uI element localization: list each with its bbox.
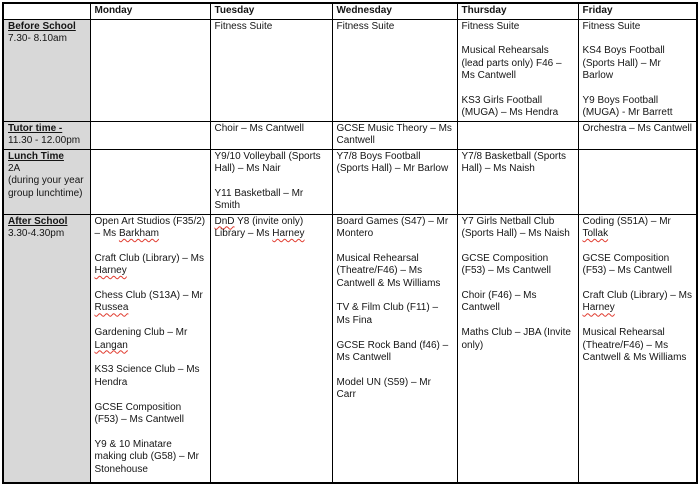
activity-entry: Y11 Basketball – Mr Smith [214, 187, 304, 212]
cell-after-school-friday [578, 214, 697, 483]
blank-line [462, 240, 574, 252]
cell-tutor-time-monday [90, 121, 210, 149]
cell-before-school-tuesday [210, 19, 332, 121]
row-label-before-school [3, 19, 90, 121]
activity-entry: KS3 Science Club – Ms Hendra [94, 364, 200, 388]
row-label-title: Before School [8, 20, 76, 32]
activity-entry: TV & Film Club (F11) – Ms Fina [336, 302, 438, 326]
header-row [3, 3, 697, 19]
row-label-title: After School [8, 215, 68, 227]
activity-entry: Musical Rehearsal (Theatre/F46) – Ms Cantwell & Ms Williams [582, 327, 687, 363]
misspelled-word: Barkham [118, 227, 159, 239]
activity-entry: Y7 Girls Netball Club (Sports Hall) – Ms Naish [461, 215, 570, 239]
activity-entry: Board Games (S47) – Mr Montero [336, 215, 449, 239]
activity-entry: Y7/8 Boys Football (Sports Hall) – Mr Barlow [336, 150, 449, 174]
row-label-subtitle: (during your year group lunchtime) [8, 175, 84, 199]
timetable-row-before-school [3, 19, 697, 121]
blank-line [95, 315, 206, 327]
activity-entry: GCSE Rock Band (f46) – Ms Cantwell [336, 339, 449, 363]
activity-entry [95, 253, 206, 278]
blank-line [583, 83, 693, 95]
cell-tutor-time-friday [578, 121, 697, 149]
row-label-after-school [3, 214, 90, 483]
blank-line [583, 315, 693, 327]
timetable-row-after-school [3, 214, 697, 483]
column-header-tuesday: Tuesday [210, 3, 332, 19]
misspelled-word: DnD [214, 215, 235, 227]
activity-entry: Fitness Suite [336, 20, 395, 32]
activity-entry [583, 290, 693, 315]
activity-entry: GCSE Composition (F53) – Ms Cantwell [582, 252, 672, 277]
cell-after-school-thursday [457, 214, 578, 483]
cell-before-school-wednesday [332, 19, 457, 121]
row-label-subtitle: 2A [8, 162, 21, 174]
activity-entry: Maths Club – JBA (Invite only) [461, 327, 571, 351]
timetable-row-tutor-time [3, 121, 697, 149]
text-segment: Craft Club (Library) – Ms [94, 252, 204, 264]
activity-entry: Fitness Suite [461, 20, 520, 32]
column-header-friday: Friday [578, 3, 697, 19]
blank-line [95, 352, 206, 364]
corner-cell [3, 3, 90, 19]
activity-entry: Fitness Suite [582, 20, 641, 32]
timetable-table [2, 2, 698, 484]
misspelled-word: Harney [272, 227, 305, 239]
row-label-subtitle: 3.30-4.30pm [8, 227, 65, 239]
activity-entry: Choir (F46) – Ms Cantwell [461, 289, 537, 314]
blank-line [95, 278, 206, 290]
row-label-subtitle: 7.30- 8.10am [8, 32, 67, 44]
cell-before-school-thursday [457, 19, 578, 121]
blank-line [337, 327, 453, 339]
activity-entry: Orchestra – Ms Cantwell [582, 122, 692, 134]
cell-lunch-time-tuesday [210, 149, 332, 214]
text-segment: Coding (S51A) – Mr [582, 215, 671, 227]
misspelled-word: Harney [582, 302, 615, 314]
activity-entry: Y9 Boys Football (MUGA) - Mr Barrett [582, 94, 673, 119]
cell-before-school-friday [578, 19, 697, 121]
blank-line [462, 315, 574, 327]
activity-entry: Choir – Ms Cantwell [214, 122, 304, 134]
timetable-document [2, 2, 698, 484]
blank-line [462, 83, 574, 95]
activity-entry: KS4 Boys Football (Sports Hall) – Mr Barlow [582, 45, 665, 82]
text-segment: Gardening Club – Mr [94, 327, 188, 339]
blank-line [337, 240, 453, 252]
activity-entry: Y7/8 Basketball (Sports Hall) – Ms Naish [461, 150, 566, 174]
row-label-tutor-time [3, 121, 90, 149]
activity-entry: GCSE Music Theory – Ms Cantwell [336, 122, 452, 147]
activity-entry: GCSE Composition (F53) – Ms Cantwell [94, 401, 184, 425]
blank-line [337, 290, 453, 302]
text-segment: Craft Club (Library) – Ms [582, 289, 692, 301]
row-label-title: Tutor time - [8, 122, 63, 134]
text-segment: Chess Club (S13A) – Mr [94, 289, 203, 301]
misspelled-word: Russea [94, 302, 129, 314]
misspelled-word: Tollak [582, 227, 609, 239]
cell-lunch-time-monday [90, 149, 210, 214]
activity-entry [95, 216, 206, 241]
blank-line [95, 389, 206, 401]
cell-after-school-wednesday [332, 214, 457, 483]
blank-line [215, 175, 328, 187]
cell-tutor-time-wednesday [332, 121, 457, 149]
cell-lunch-time-thursday [457, 149, 578, 214]
cell-tutor-time-thursday [457, 121, 578, 149]
row-label-subtitle: 11.30 - 12.00pm [8, 135, 81, 147]
column-header-thursday: Thursday [457, 3, 578, 19]
activity-entry [95, 327, 206, 352]
activity-entry: Y9 & 10 Minatare making club (G58) – Mr Stonehouse [94, 438, 199, 475]
blank-line [462, 33, 574, 45]
timetable-body [3, 19, 697, 483]
blank-line [95, 426, 206, 438]
misspelled-word: Harney [94, 265, 127, 277]
timetable-row-lunch-time [3, 149, 697, 214]
text-segment: Y8 (invite only) Library – Ms [214, 215, 304, 239]
cell-tutor-time-tuesday [210, 121, 332, 149]
cell-after-school-tuesday [210, 214, 332, 483]
activity-entry [95, 290, 206, 315]
row-label-lunch-time [3, 149, 90, 214]
blank-line [462, 278, 574, 290]
blank-line [583, 33, 693, 45]
cell-before-school-monday [90, 19, 210, 121]
activity-entry: Y9/10 Volleyball (Sports Hall) – Ms Nair [214, 150, 321, 174]
blank-line [583, 240, 693, 252]
activity-entry: KS3 Girls Football (MUGA) – Ms Hendra [461, 94, 559, 119]
text-segment: Open Art Studios (F35/2) – Ms [94, 215, 206, 239]
activity-entry: GCSE Composition (F53) – Ms Cantwell [461, 252, 551, 277]
activity-entry: Musical Rehearsals (lead parts only) F46 – Ms Cantwell [461, 45, 562, 82]
column-header-monday: Monday [90, 3, 210, 19]
activity-entry: Musical Rehearsal (Theatre/F46) – Ms Cantwell & Ms Williams [336, 252, 441, 289]
column-header-wednesday: Wednesday [332, 3, 457, 19]
blank-line [337, 364, 453, 376]
activity-entry: Model UN (S59) – Mr Carr [336, 376, 431, 401]
activity-entry [215, 216, 328, 241]
blank-line [583, 278, 693, 290]
misspelled-word: Langan [94, 339, 128, 351]
row-label-title: Lunch Time [8, 150, 64, 162]
cell-lunch-time-wednesday [332, 149, 457, 214]
cell-after-school-monday [90, 214, 210, 483]
cell-lunch-time-friday [578, 149, 697, 214]
activity-entry [583, 216, 693, 241]
blank-line [95, 240, 206, 252]
activity-entry: Fitness Suite [214, 20, 273, 32]
